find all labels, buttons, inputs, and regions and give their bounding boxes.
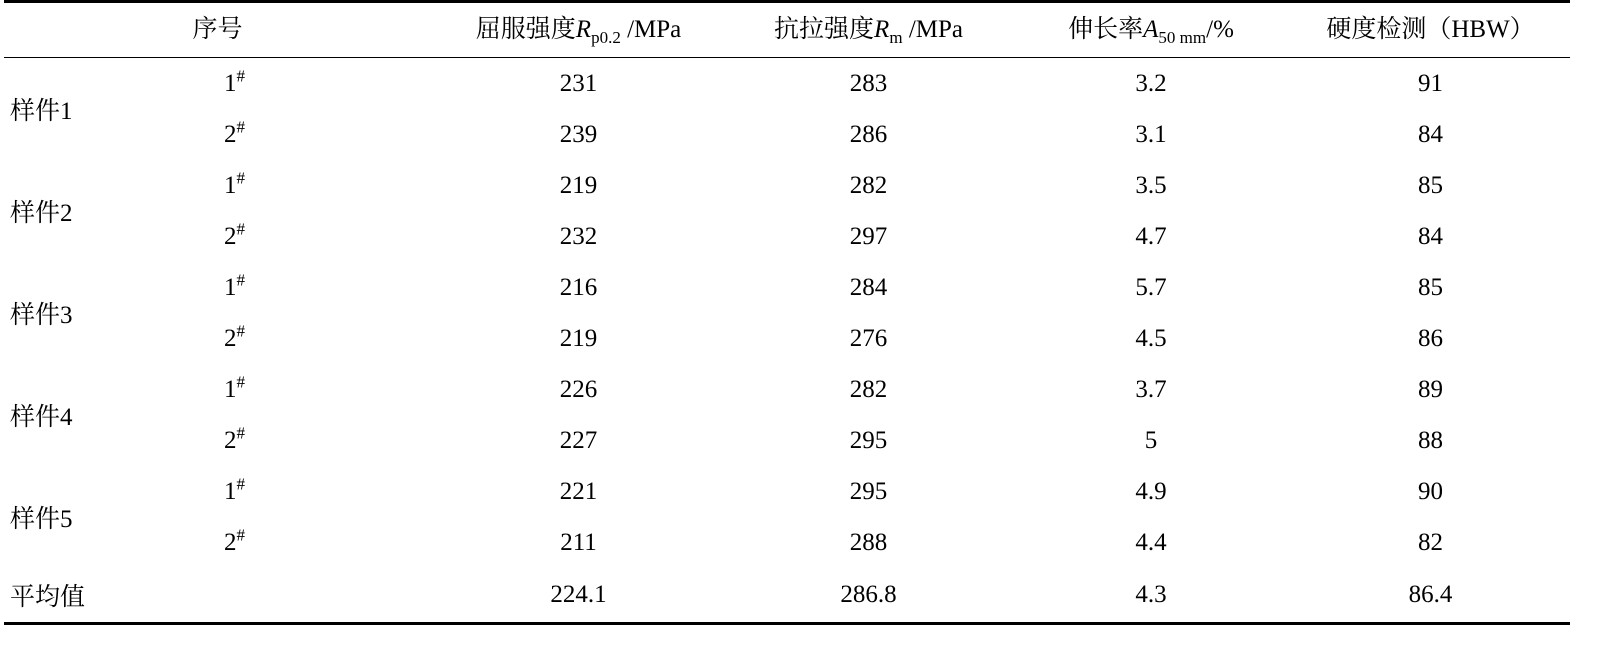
specimen-number-value: 2 [224, 120, 237, 148]
elongation-value: 5.7 [1135, 273, 1167, 301]
yield-value: 219 [559, 171, 598, 199]
specimen-number [216, 262, 431, 313]
hash-icon: # [236, 117, 245, 137]
specimen-number [216, 415, 431, 466]
table-row [4, 517, 1570, 568]
sample-label: 样件5 [10, 506, 73, 533]
column-header-tensile-strength [726, 2, 1011, 58]
specimen-number-value: 2 [224, 426, 237, 454]
hash-icon: # [236, 168, 245, 188]
yield-value: 221 [559, 477, 598, 505]
elongation-symbol: A [1143, 16, 1159, 43]
table-row [4, 58, 1570, 110]
yield-value: 239 [559, 120, 598, 148]
elongation-value: 5 [1144, 426, 1158, 454]
specimen-number [216, 517, 431, 568]
elongation-value: 3.5 [1135, 171, 1167, 199]
hash-icon: # [236, 66, 245, 86]
hash-icon: # [236, 372, 245, 392]
table-row [4, 109, 1570, 160]
elongation-unit: /% [1206, 16, 1234, 43]
tensile-label: 抗拉强度 [774, 16, 875, 43]
tensile-value: 282 [849, 171, 888, 199]
tensile-unit: /MPa [908, 16, 963, 43]
hash-icon: # [236, 219, 245, 239]
elongation-value: 4.4 [1135, 528, 1167, 556]
table-row [4, 415, 1570, 466]
hardness-value: 90 [1418, 477, 1444, 505]
tensile-value: 284 [849, 273, 888, 301]
hardness-value: 82 [1418, 528, 1444, 556]
elongation-label: 伸长率 [1068, 16, 1144, 43]
specimen-number [216, 58, 431, 110]
column-header-hardness: 硬度检测（HBW） [1326, 16, 1535, 43]
specimen-number-value: 2 [224, 528, 237, 556]
tensile-value: 288 [849, 528, 888, 556]
hardness-value: 85 [1418, 171, 1444, 199]
sample-label: 样件2 [10, 200, 73, 227]
tensile-value: 276 [849, 324, 888, 352]
specimen-number-value: 2 [224, 222, 237, 250]
table-row [4, 160, 1570, 211]
specimen-number [216, 109, 431, 160]
average-elongation-value: 4.3 [1135, 581, 1167, 608]
table-body [4, 58, 1570, 624]
hardness-value: 91 [1418, 69, 1444, 97]
table-row [4, 364, 1570, 415]
specimen-number-value: 2 [224, 324, 237, 352]
table-row [4, 262, 1570, 313]
average-yield-value: 224.1 [550, 581, 607, 608]
hardness-value: 89 [1418, 375, 1444, 403]
hash-icon: # [236, 474, 245, 494]
hash-icon: # [236, 423, 245, 443]
sample-label: 样件1 [10, 98, 73, 125]
column-header-elongation [1011, 2, 1291, 58]
elongation-value: 3.2 [1135, 69, 1167, 97]
yield-value: 219 [559, 324, 598, 352]
specimen-number-value: 1 [224, 375, 237, 403]
specimen-number [216, 466, 431, 517]
hash-icon: # [236, 525, 245, 545]
yield-subscript: p0.2 [591, 28, 621, 47]
hardness-value: 88 [1418, 426, 1444, 454]
specimen-number [216, 211, 431, 262]
column-header-serial: 序号 [192, 16, 243, 43]
table-row [4, 211, 1570, 262]
header-row [4, 2, 1570, 58]
specimen-number [216, 313, 431, 364]
sample-label: 样件4 [10, 404, 73, 431]
table-header [4, 2, 1570, 58]
specimen-number-value: 1 [224, 273, 237, 301]
tensile-value: 297 [849, 222, 888, 250]
average-hardness-value: 86.4 [1408, 581, 1453, 608]
elongation-value: 4.5 [1135, 324, 1167, 352]
mechanical-properties-table [4, 0, 1570, 625]
elongation-value: 3.1 [1135, 120, 1167, 148]
table-row [4, 466, 1570, 517]
hardness-value: 84 [1418, 120, 1444, 148]
hardness-value: 84 [1418, 222, 1444, 250]
yield-unit: /MPa [627, 16, 682, 43]
hash-icon: # [236, 321, 245, 341]
tensile-subscript: m [889, 28, 903, 47]
yield-value: 211 [560, 528, 597, 556]
specimen-number-value: 1 [224, 69, 237, 97]
specimen-number [216, 364, 431, 415]
average-label: 平均值 [10, 584, 86, 611]
table-row [4, 313, 1570, 364]
sample-label: 样件3 [10, 302, 73, 329]
specimen-number [216, 160, 431, 211]
hardness-value: 86 [1418, 324, 1444, 352]
yield-value: 232 [559, 222, 598, 250]
specimen-number-value: 1 [224, 477, 237, 505]
average-specimen-number [216, 568, 431, 624]
tensile-value: 286 [849, 120, 888, 148]
average-row [4, 568, 1570, 624]
tensile-value: 295 [849, 477, 888, 505]
yield-symbol: R [575, 16, 592, 43]
tensile-value: 282 [849, 375, 888, 403]
yield-value: 231 [559, 69, 598, 97]
elongation-value: 4.7 [1135, 222, 1167, 250]
yield-label: 屈服强度 [475, 16, 576, 43]
column-header-yield-strength [431, 2, 726, 58]
yield-value: 216 [559, 273, 598, 301]
specimen-number-value: 1 [224, 171, 237, 199]
tensile-value: 295 [849, 426, 888, 454]
yield-value: 227 [559, 426, 598, 454]
elongation-value: 3.7 [1135, 375, 1167, 403]
tensile-value: 283 [849, 69, 888, 97]
hardness-value: 85 [1418, 273, 1444, 301]
elongation-subscript: 50 mm [1158, 28, 1207, 47]
yield-value: 226 [559, 375, 598, 403]
elongation-value: 4.9 [1135, 477, 1167, 505]
average-tensile-value: 286.8 [840, 581, 897, 608]
hash-icon: # [236, 270, 245, 290]
tensile-symbol: R [874, 16, 890, 43]
